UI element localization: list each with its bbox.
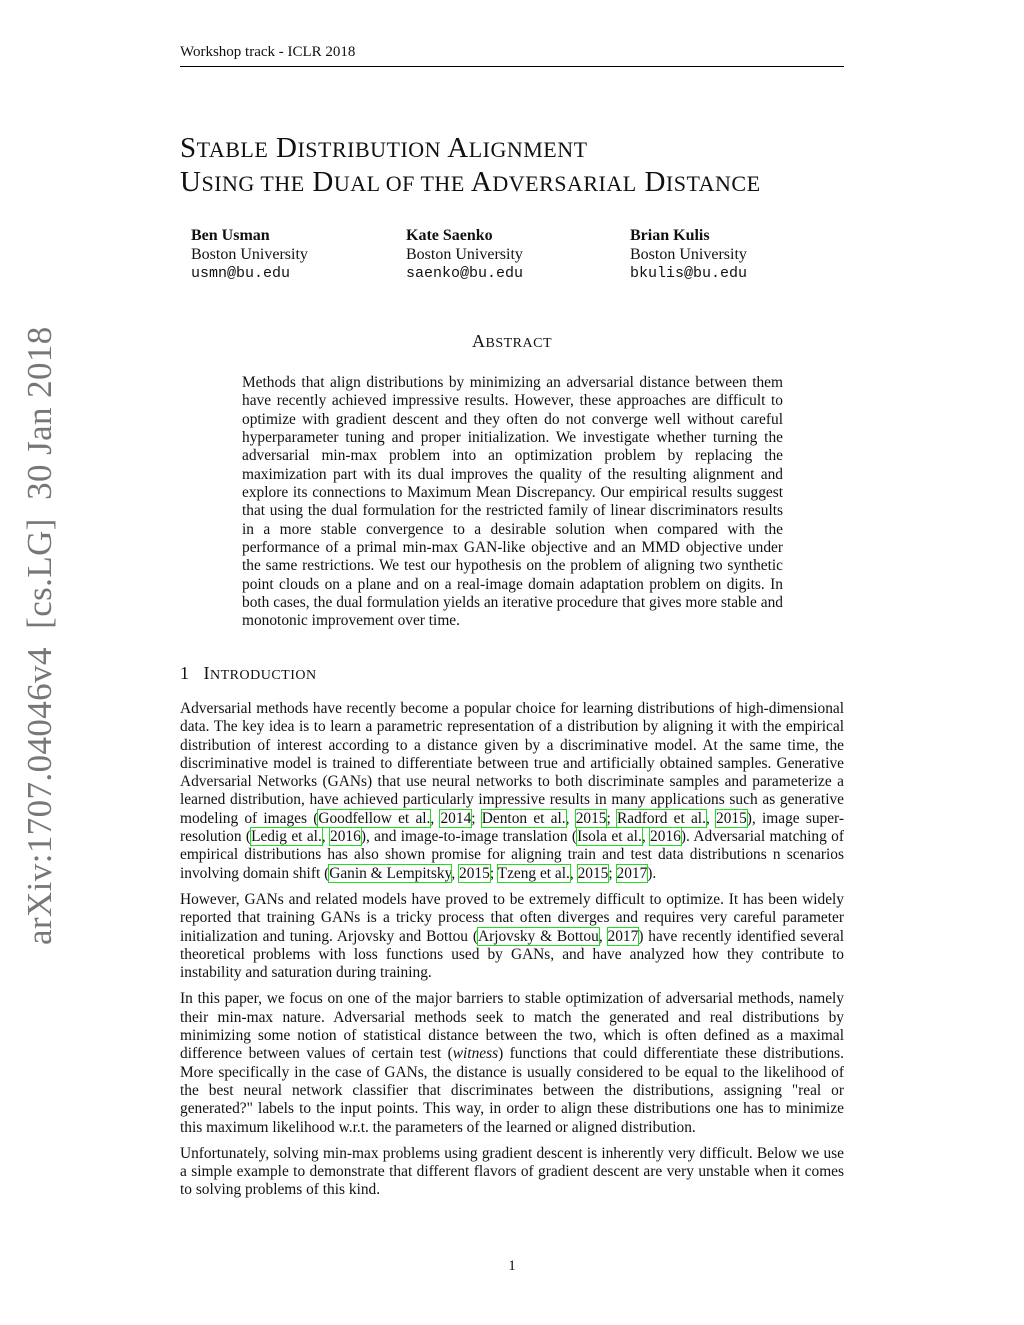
citation-link[interactable]: Arjovsky & Bottou [477, 927, 599, 945]
citation-link[interactable]: 2016 [650, 828, 681, 846]
citation-link[interactable]: 2016 [330, 828, 361, 846]
citation-link[interactable]: 2015 [575, 809, 607, 827]
citation-link[interactable]: Radford et al. [616, 809, 706, 827]
author-ben-usman [191, 226, 308, 283]
author-email[interactable]: saenko@bu.edu [406, 265, 524, 282]
citation-link[interactable]: 2015 [459, 864, 490, 882]
author-kate-saenko [406, 226, 523, 283]
abstract-text: Methods that align distributions by minimizing an adversarial distance between them have recently achieved impressive results. However, these approaches are difficult to optimize with gradient descent and they often do not converge well without careful hyperparameter tuning and proper initialization. We investigate whether turning the adversarial min-max problem into an optimization problem by replacing the maximization part with its dual improves the quality of the resulting alignment and explore its connections to Maximum Mean Discrepancy. Our empirical results suggest that using the dual formulation for the restricted family of linear discriminators results in a more stable convergence to a desirable solution when compared with the performance of a primal min-max GAN-like objective and an MMD objective under the same restrictions. We test our hypothesis on the problem of aligning two synthetic point clouds on a plane and on a real-image domain adaptation problem on digits. In both cases, the dual formulation yields an iterative procedure that gives more stable and monotonic improvement over time. [242, 374, 783, 630]
citation-link[interactable]: Ledig et al. [251, 828, 322, 846]
title-word: DISTANCE [644, 166, 761, 198]
page-number: 1 [508, 1258, 516, 1274]
paragraph-1: Adversarial methods have recently become a popular choice for learning distributions of high-dimensional data. The key idea is to learn a parametric representation of a distribution by aligning it with the empirical distribution of interest according to a distance given by a discriminative model. At the same time, the discriminative model is trained to differentiate between true and artificially obtained samples. Generative Adversarial Networks (GANs) that use neural networks to both discriminate samples and parameterize a learned distribution, have achieved particularly impressive results in many applications such as generative modeling of images (Goodfellow et al., 2014; Denton et al., 2015; Radford et al., 2015), image super-resolution (Ledig et al., 2016), and image-to-image translation (Isola et al., 2016). Adversarial matching of empirical distributions has also shown promise for aligning train and test data distributions n scenarios involving domain shift (Ganin & Lempitsky, 2015; Tzeng et al., 2015; 2017). [180, 700, 844, 882]
citation-link[interactable]: Denton et al. [481, 809, 566, 827]
section-heading-introduction: 1 INTRODUCTION [180, 663, 317, 683]
author-name: Ben Usman [191, 227, 270, 244]
author-name: Kate Saenko [406, 227, 493, 244]
title-word: STABLE [180, 132, 269, 164]
arxiv-stamp: arXiv:1707.04046v4 [cs.LG] 30 Jan 2018 [20, 326, 59, 945]
citation-link[interactable]: 2017 [616, 864, 648, 882]
title-line-1 [180, 132, 880, 166]
author-affiliation: Boston University [406, 246, 523, 263]
citation-link[interactable]: 2015 [577, 864, 609, 882]
title-word: USING THE [180, 166, 305, 198]
paper-title [180, 132, 880, 200]
abstract-heading: ABSTRACT [471, 331, 552, 351]
title-word: DISTRIBUTION [276, 132, 442, 164]
author-affiliation: Boston University [191, 246, 308, 263]
citation-link[interactable]: Tzeng et al. [497, 864, 570, 882]
paragraph-2: However, GANs and related models have proved to be extremely difficult to optimize. It has been widely reported that training GANs is a tricky process that often diverges and requires very careful parameter initialization and tuning. Arjovsky and Bottou (Arjovsky & Bottou, 2017) have recently identified several theoretical problems with loss functions used by GANs, and have analyzed how they contribute to instability and saturation during training. [180, 890, 844, 982]
author-email[interactable]: bkulis@bu.edu [630, 265, 748, 282]
section-number: 1 [180, 663, 190, 683]
title-line-2 [180, 166, 880, 200]
author-affiliation: Boston University [630, 246, 747, 263]
running-header: Workshop track - ICLR 2018 [180, 44, 844, 67]
author-name: Brian Kulis [630, 227, 710, 244]
emphasis-witness: witness [452, 1045, 499, 1063]
citation-link[interactable]: Isola et al. [577, 828, 642, 846]
paragraph-3: In this paper, we focus on one of the major barriers to stable optimization of adversarial methods, namely their min-max nature. Adversarial methods seek to match the generated and real distributions by minimizing some notion of statistical distance between the two, which is often defined as a maximal difference between values of certain test (witness) functions that could differentiate these distributions. More specifically in the case of GANs, the distance is usually considered to be equal to the likelihood of the best neural network classifier that discriminates between the distributions, assigning "real or generated?" labels to the input points. This way, in order to align these distributions one has to minimize this maximum likelihood w.r.t. the parameters of the learned or aligned distribution. [180, 990, 844, 1136]
title-word: ALIGNMENT [447, 132, 588, 164]
title-word: DUAL OF THE [312, 166, 465, 198]
citation-link[interactable]: Ganin & Lempitsky [329, 864, 452, 882]
introduction-body [180, 700, 844, 1208]
citation-link[interactable]: 2017 [607, 927, 639, 945]
citation-link[interactable]: 2014 [440, 809, 472, 827]
citation-link[interactable]: 2015 [716, 809, 747, 827]
author-brian-kulis [630, 226, 747, 283]
author-email[interactable]: usmn@bu.edu [191, 265, 291, 282]
author-block [0, 226, 1024, 286]
title-word: ADVERSARIAL [470, 166, 637, 198]
citation-link[interactable]: Goodfellow et al. [318, 809, 431, 827]
paragraph-4: Unfortunately, solving min-max problems using gradient descent is inherently very difficult. Below we use a simple example to demonstrate that different flavors of gradient descent are very unstable when it comes to solving problems of this kind. [180, 1144, 844, 1199]
